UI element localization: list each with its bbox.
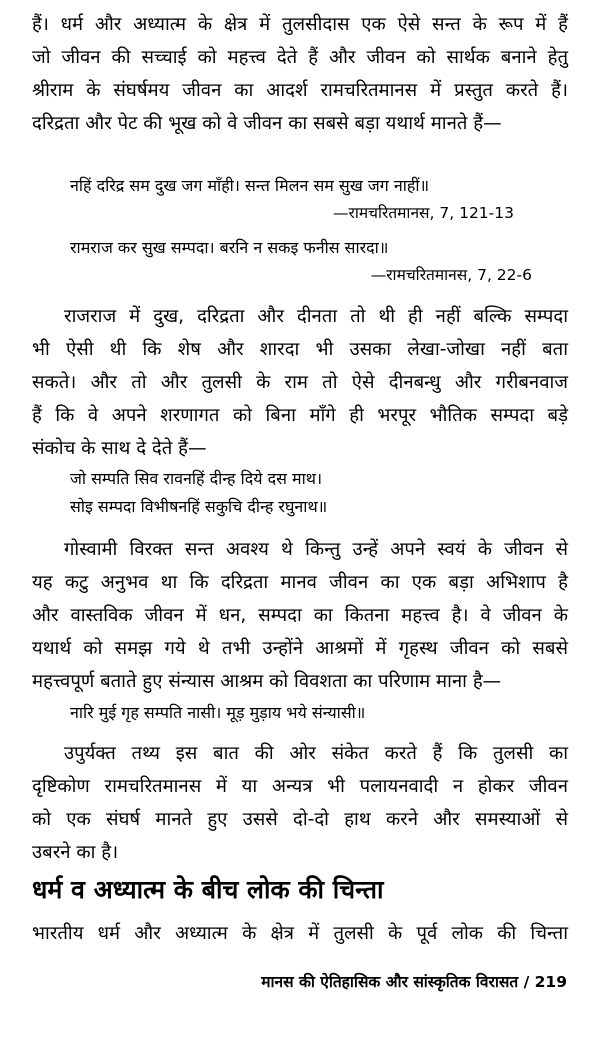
paragraph-3 <box>32 533 568 698</box>
verse-1 <box>70 172 570 200</box>
text-line: भारतीय धर्म और अध्यात्म के क्षेत्र में तुलसी के पूर्व लोक की चिन्ता <box>32 923 568 944</box>
text-line: महत्त्वपूर्ण बताते हुए संन्यास आश्रम को विवशता का परिणाम माना है— <box>32 671 502 692</box>
verse-source-2: —रामचरितमानस, 7, 22-6 <box>370 266 532 284</box>
text-line: उपुर्यक्त तथ्य इस बात की ओर संकेत करते हैं कि तुलसी का <box>64 743 568 764</box>
text-line: हैं। धर्म और अध्यात्म के क्षेत्र में तुलसीदास एक ऐसे सन्त के रूप में हैं <box>32 14 568 35</box>
verse-source-1: —रामचरितमानस, 7, 121-13 <box>333 204 514 222</box>
verse-line: जो सम्पति सिव रावनहिं दीन्ह दिये दस माथ। <box>70 469 323 488</box>
verse-4 <box>70 699 570 727</box>
text-line: और वास्तविक जीवन में धन, सम्पदा का कितना महत्त्व है। वे जीवन के <box>32 605 568 626</box>
verse-line: नहिं दरिद्र सम दुख जग माँही। सन्त मिलन सम सुख जग नाहीं॥ <box>70 176 430 195</box>
section-heading: धर्म व अध्यात्म के बीच लोक की चिन्ता <box>32 875 384 904</box>
page-footer: मानस की ऐतिहासिक और सांस्कृतिक विरासत / 219 <box>261 973 567 991</box>
text-line: श्रीराम के संघर्षमय जीवन का आदर्श रामचरितमानस में प्रस्तुत करते हैं। <box>32 80 568 101</box>
paragraph-2 <box>32 300 568 465</box>
paragraph-4 <box>32 737 568 869</box>
text-line: संकोच के साथ दे देते हैं— <box>32 438 207 459</box>
verse-3 <box>70 465 570 521</box>
text-line: दरिद्रता और पेट की भूख को वे जीवन का सबसे बड़ा यथार्थ मानते हैं— <box>32 113 502 134</box>
paragraph-5 <box>32 917 568 950</box>
text-line: गोस्वामी विरक्त सन्त अवश्य थे किन्तु उन्हें अपने स्वयं के जीवन से <box>64 539 568 560</box>
text-line: को एक संघर्ष मानते हुए उससे दो-दो हाथ करने और समस्याओं से <box>32 809 568 830</box>
text-line: यह कटु अनुभव था कि दरिद्रता मानव जीवन का एक बड़ा अभिशाप है <box>32 572 568 593</box>
verse-line: रामराज कर सुख सम्पदा। बरनि न सकइ फनीस सारदा॥ <box>70 238 389 257</box>
text-line: जो जीवन की सच्चाई को महत्त्व देते हैं और जीवन को सार्थक बनाने हेतु <box>32 47 568 68</box>
text-line: राजराज में दुख, दरिद्रता और दीनता तो थी ही नहीं बल्कि सम्पदा <box>64 306 568 327</box>
verse-line: सोइ सम्पदा विभीषनहिं सकुचि दीन्ह रघुनाथ॥ <box>70 497 328 516</box>
text-line: दृष्टिकोण रामचरितमानस में या अन्यत्र भी पलायनवादी न होकर जीवन <box>32 776 568 797</box>
text-line: सकते। और तो और तुलसी के राम तो ऐसे दीनबन्धु और गरीबनवाज <box>32 372 568 393</box>
text-line: भी ऐसी थी कि शेष और शारदा भी उसका लेखा-जोखा नहीं बता <box>32 339 568 360</box>
verse-2 <box>70 234 570 262</box>
text-line: हैं कि वे अपने शरणागत को बिना माँगे ही भरपूर भौतिक सम्पदा बड़े <box>32 405 568 426</box>
text-line: यथार्थ को समझ गये थे तभी उन्होंने आश्रमों में गृहस्थ जीवन को सबसे <box>32 638 568 659</box>
text-line: उबरने का है। <box>32 842 119 863</box>
verse-line: नारि मुई गृह सम्पति नासी। मूड़ मुड़ाय भये संन्यासी॥ <box>70 703 366 722</box>
paragraph-1 <box>32 8 568 140</box>
